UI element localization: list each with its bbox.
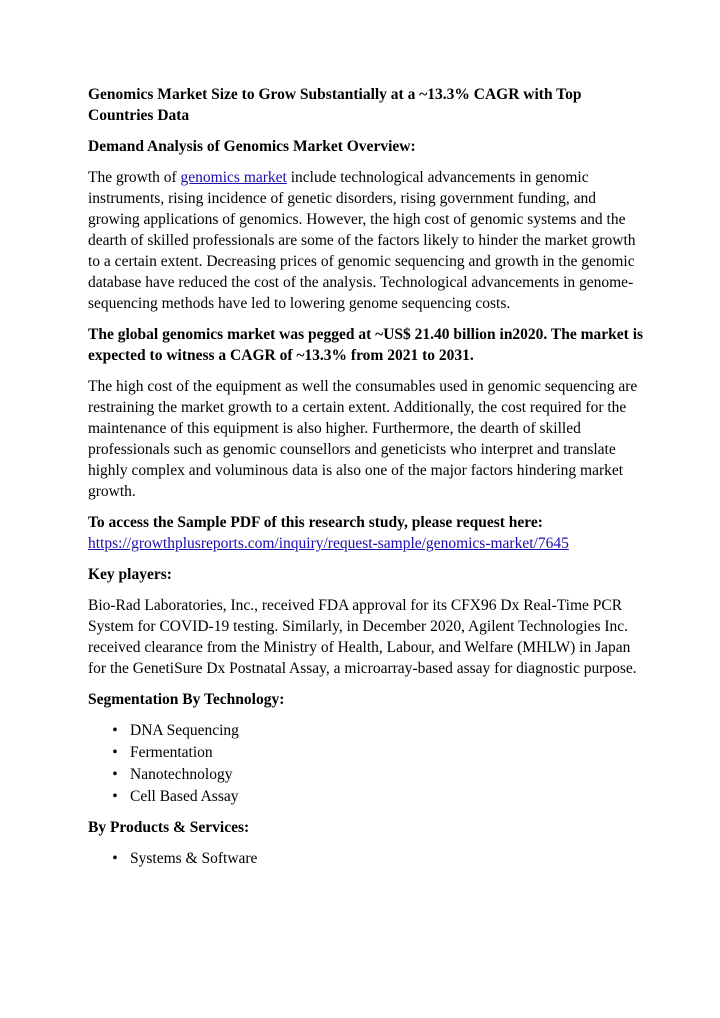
products-heading: By Products & Services: xyxy=(88,819,250,836)
sample-request-link[interactable]: https://growthplusreports.com/inquiry/request-sample/genomics-market/7645 xyxy=(88,535,569,552)
sample-request-label: To access the Sample PDF of this research study, please request here: xyxy=(88,514,543,531)
list-item-label: Fermentation xyxy=(130,744,213,761)
products-list xyxy=(88,848,648,869)
overview-heading: Demand Analysis of Genomics Market Overview: xyxy=(88,138,416,155)
overview-paragraph xyxy=(88,167,648,314)
overview-prefix: The growth of xyxy=(88,169,181,186)
bullet-icon: • xyxy=(112,788,118,805)
list-item-label: Nanotechnology xyxy=(130,766,233,783)
overview-suffix: include technological advancements in genomic instruments, rising incidence of genetic disorders, rising government funding, and growing applications of genomics. However, the high cost of genomic systems and the dearth of skilled professionals are some of the factors likely to hinder the market growth to a certain extent. Decreasing prices of genomic sequencing and growth in the genomic database have reduced the cost of the analysis. Technological advancements in genome-sequencing methods have led to lowering genome sequencing costs. xyxy=(88,169,636,312)
bullet-icon: • xyxy=(112,766,118,783)
genomics-market-link[interactable]: genomics market xyxy=(180,169,287,186)
list-item xyxy=(110,720,648,741)
list-item xyxy=(110,848,648,869)
sample-request-block xyxy=(88,512,648,554)
document-title: Genomics Market Size to Grow Substantially at a ~13.3% CAGR with Top Countries Data xyxy=(88,86,582,124)
bullet-icon: • xyxy=(112,744,118,761)
document-page xyxy=(88,84,648,879)
bullet-icon: • xyxy=(112,722,118,739)
bullet-icon: • xyxy=(112,850,118,867)
restraints-paragraph: The high cost of the equipment as well the consumables used in genomic sequencing are restraining the market growth to a certain extent. Additionally, the cost required for the maintenance of this equipment is also higher. Furthermore, the dearth of skilled professionals such as genomic counsellors and geneticists who interpret and translate highly complex and voluminous data is also one of the major factors hindering market growth. xyxy=(88,378,638,500)
list-item xyxy=(110,764,648,785)
technology-list xyxy=(88,720,648,807)
list-item xyxy=(110,742,648,763)
list-item xyxy=(110,786,648,807)
key-players-heading: Key players: xyxy=(88,566,172,583)
market-size-statement: The global genomics market was pegged at ~US$ 21.40 billion in2020. The market is expected to witness a CAGR of ~13.3% from 2021 to 2031. xyxy=(88,326,644,364)
list-item-label: Systems & Software xyxy=(130,850,258,867)
list-item-label: Cell Based Assay xyxy=(130,788,239,805)
key-players-paragraph: Bio-Rad Laboratories, Inc., received FDA approval for its CFX96 Dx Real-Time PCR System for COVID-19 testing. Similarly, in December 2020, Agilent Technologies Inc. received clearance from the Ministry of Health, Labour, and Welfare (MHLW) in Japan for the GenetiSure Dx Postnatal Assay, a microarray-based assay for diagnostic purpose. xyxy=(88,597,637,677)
segmentation-heading: Segmentation By Technology: xyxy=(88,691,285,708)
list-item-label: DNA Sequencing xyxy=(130,722,239,739)
